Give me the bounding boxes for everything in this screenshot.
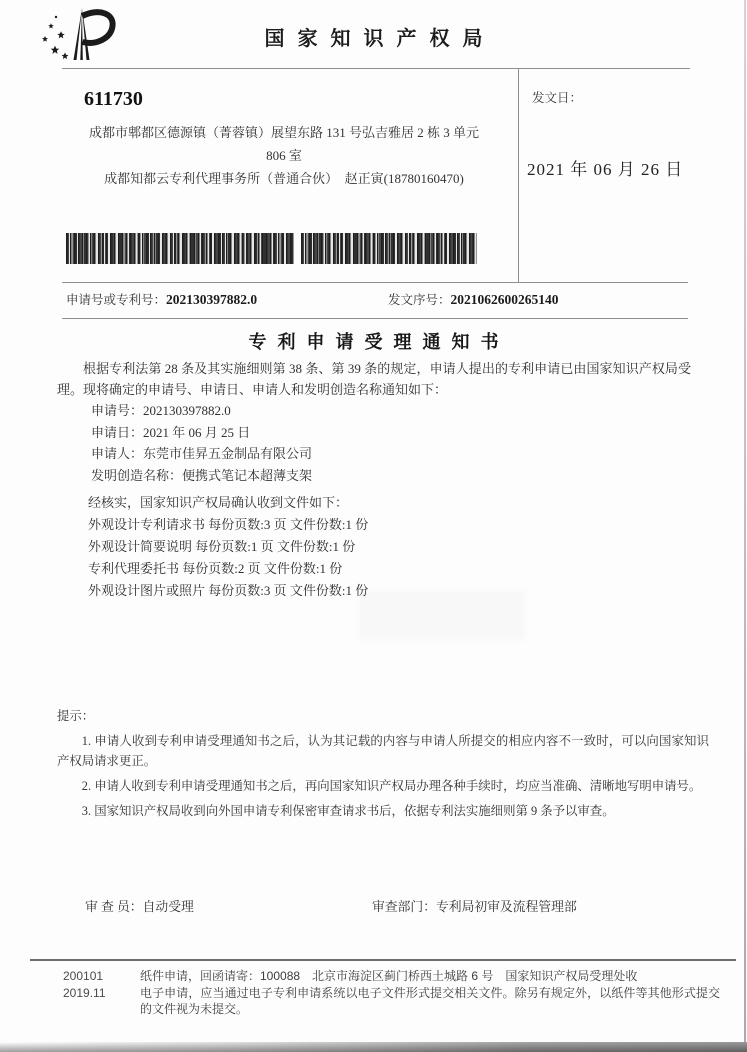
footer-paper-instruction: 纸件申请，回函请寄：100088 北京市海淀区蓟门桥西土城路 6 号 国家知识产权局受理处收	[140, 969, 638, 983]
field-invention-title	[91, 465, 312, 487]
recipient-address-line1: 成都市郫都区德源镇（菁蓉镇）展望东路 131 号弘吉雅居 2 栋 3 单元	[88, 125, 479, 140]
dispatch-box-divider	[518, 68, 519, 282]
footer-row-electronic	[63, 985, 735, 1018]
agency-title: 国家知识产权局	[264, 28, 496, 50]
barcode	[66, 233, 294, 264]
application-number-label: 申请号或专利号：	[66, 293, 167, 307]
document-item: 专利代理委托书 每份页数:2 页 文件份数:1 份	[88, 561, 343, 576]
hints-section	[57, 706, 709, 821]
field-application-date	[91, 422, 312, 444]
examiner-group	[85, 896, 194, 915]
notice-title: 专利申请受理通知书	[248, 332, 510, 352]
page-right-edge	[744, 0, 746, 1052]
recipient-address	[56, 121, 512, 190]
footer	[63, 968, 735, 1018]
examiner-value: 自动受理	[142, 900, 194, 914]
application-fields	[91, 400, 312, 486]
footer-form-date: 2019.11	[63, 985, 106, 1000]
received-documents-intro: 经核实，国家知识产权局确认收到文件如下：	[88, 495, 349, 510]
reference-divider	[62, 318, 688, 319]
field-label: 申请日：	[91, 424, 144, 440]
hint-item: 2. 申请人收到专利申请受理通知书之后，再向国家知识产权局办理各种手续时，均应当准确、清晰地写明申请号。	[81, 779, 702, 793]
department-group	[372, 896, 577, 915]
notice-intro: 根据专利法第 28 条及其实施细则第 38 条、第 39 条的规定，申请人提出的专利申请已由国家知识产权局受理。现将确定的申请号、申请日、申请人和发明创造名称通知如下：	[57, 361, 691, 397]
serial-number-value: 2021062600265140	[450, 292, 559, 307]
field-label: 申请号：	[91, 403, 144, 418]
hint-item: 3. 国家知识产权局收到向外国申请专利保密审查请求书后，依据专利法实施细则第 9 条予以审查。	[81, 804, 615, 818]
recipient-agent-line: 成都知都云专利代理事务所（普通合伙） 赵正寅(18780160470)	[104, 171, 464, 186]
barcode	[301, 233, 477, 264]
footer-divider	[30, 959, 736, 961]
document-item: 外观设计图片或照片 每份页数:3 页 文件份数:1 份	[88, 583, 369, 598]
field-label: 申请人：	[91, 446, 144, 461]
hints-label: 提示：	[57, 709, 95, 723]
dispatch-date-label: 发文日：	[532, 91, 583, 105]
document-item: 外观设计专利请求书 每份页数:3 页 文件份数:1 份	[88, 517, 369, 532]
field-value: 202130397882.0	[143, 403, 231, 418]
serial-number-group	[388, 290, 559, 308]
barcode-divider	[62, 282, 688, 283]
field-value: 便携式笔记本超薄支架	[182, 467, 313, 483]
field-application-number	[91, 400, 312, 422]
examiner-label: 审 查 员：	[85, 900, 143, 914]
field-applicant	[91, 443, 312, 465]
field-value: 2021 年 06 月 25 日	[143, 424, 251, 440]
recipient-postcode: 611730	[84, 88, 143, 110]
field-label: 发明创造名称：	[91, 467, 183, 483]
footer-electronic-instruction: 电子申请，应当通过电子专利申请系统以电子文件形式提交相关文件。除另有规定外，以纸件等其他形式提交的文件视为未提交。	[140, 985, 720, 1016]
document-item: 外观设计简要说明 每份页数:1 页 文件份数:1 份	[88, 539, 356, 554]
received-documents	[88, 492, 368, 602]
header-divider	[62, 68, 690, 69]
serial-number-label: 发文序号：	[388, 293, 451, 307]
application-number-value: 202130397882.0	[166, 292, 258, 307]
page-bottom-edge	[0, 1042, 747, 1052]
scan-artifact	[358, 590, 526, 640]
department-label: 审查部门：	[372, 900, 436, 914]
dispatch-date-value: 2021 年 06 月 26 日	[527, 160, 684, 179]
hint-item: 1. 申请人收到专利申请受理通知书之后，认为其记载的内容与申请人所提交的相应内容不一致时，可以向国家知识产权局请求更正。	[57, 734, 709, 768]
field-value: 东莞市佳昇五金制品有限公司	[143, 446, 313, 461]
department-value: 专利局初审及流程管理部	[435, 900, 577, 914]
footer-form-code: 200101	[63, 969, 104, 983]
recipient-address-line2: 806 室	[266, 148, 302, 163]
footer-row-paper	[63, 968, 735, 985]
application-number-group	[66, 290, 257, 308]
